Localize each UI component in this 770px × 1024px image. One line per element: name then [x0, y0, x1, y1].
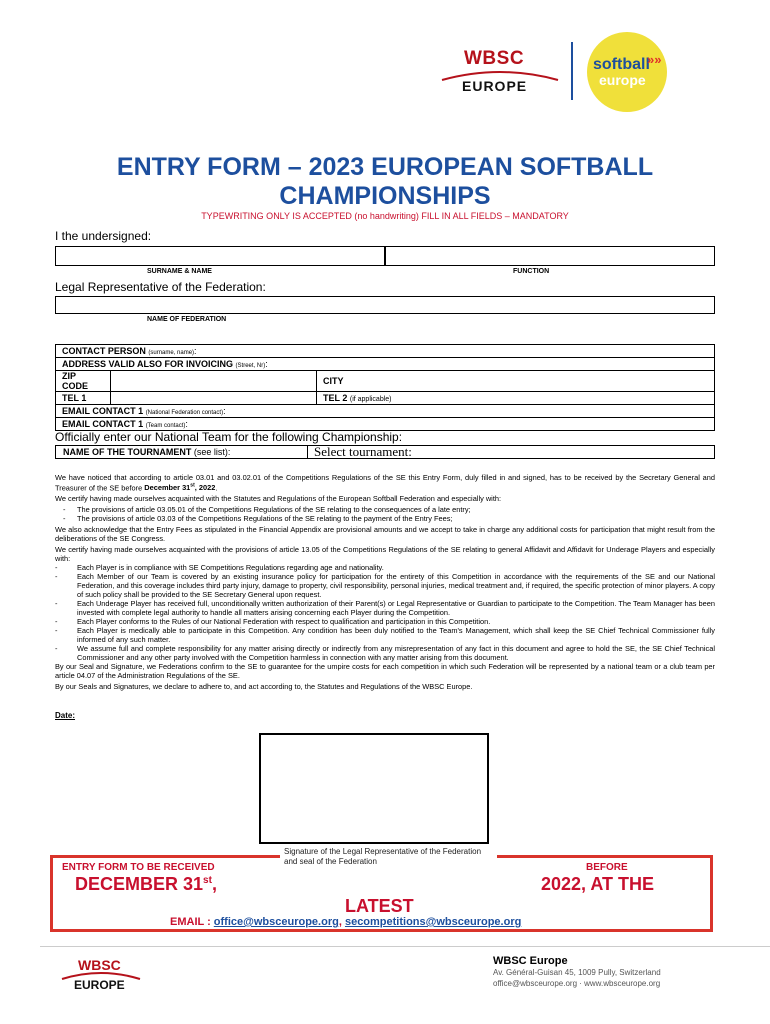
zip-field[interactable] — [111, 371, 317, 392]
softball-logo-mark-icon: »» — [647, 52, 662, 67]
deadline-box-top-right — [497, 855, 713, 858]
email-contact-federation-field[interactable]: EMAIL CONTACT 1 (National Federation contact): — [56, 405, 715, 418]
list-item: - Each Player is in compliance with SE Competitions Regulations regarding age and nationality. — [55, 563, 715, 572]
list-item: - The provisions of article 03.03 of the Competitions Regulations of the SE relating to the payment of the Entry Fees; — [55, 514, 715, 523]
footer-org-name: WBSC Europe — [493, 955, 568, 967]
tournament-intro: Officially enter our National Team for the following Championship: — [55, 430, 403, 444]
footer-logo-europe-text: EUROPE — [74, 978, 125, 992]
tel1-field[interactable] — [111, 392, 317, 405]
footer-logo-text: WBSC — [78, 957, 121, 973]
table-row — [56, 358, 715, 371]
tournament-label: NAME OF THE TOURNAMENT (see list): — [56, 446, 308, 458]
list-item: - Each Player conforms to the Rules of our National Federation with respect to qualification and participation in this Competition. — [55, 617, 715, 626]
paragraph: By our Seal and Signature, we Federations confirm to the SE to guarantee for the umpire costs for each competition in which such Federation will be represented by a national team or a club team per article 04.07 of the Administration Regulations of the SE. — [55, 662, 715, 681]
page-title-line2: CHAMPIONSHIPS — [279, 182, 491, 210]
date-label: Date: — [55, 711, 76, 720]
table-row — [56, 345, 715, 358]
table-row — [56, 392, 715, 405]
europe-softball-logo-text: europe — [599, 72, 646, 88]
footer-divider — [40, 946, 770, 947]
list-item: - Each Member of our Team is covered by an existing insurance policy for participation for the entirety of this Competition in accordance with the requirements of the SE and our National Federation, and this coverage includes third party injury, damage to property, civil responsibility, personal injuries, medical treatment and, if required, the specific protection of minor players. A copy of such policy shall be provided to the SE Secretary General upon request. — [55, 572, 715, 599]
city-field[interactable]: CITY — [317, 371, 715, 392]
received-text: ENTRY FORM TO BE RECEIVED — [62, 862, 215, 873]
federation-caption: NAME OF FEDERATION — [147, 316, 227, 323]
wbsc-logo-text: WBSC — [464, 48, 525, 69]
list-item: - We assume full and complete responsibility for any matter arising directly or indirectly from any misrepresentation of any fact in this document and agree to hold the SE, the SE Chief Technical Commissioner and any other party involved with the Competition harmless in connection with any matter arising from this document. — [55, 644, 715, 662]
signature-box[interactable] — [259, 733, 489, 844]
wbsc-europe-logo — [440, 48, 560, 98]
tournament-row — [55, 445, 715, 459]
logo-divider — [571, 42, 573, 100]
footer-street: Av. Général-Guisan 45, 1009 Pully, Switzerland — [493, 968, 661, 977]
before-text: BEFORE — [586, 862, 628, 873]
footer-contact: office@wbsceurope.org · www.wbsceurope.org — [493, 979, 661, 988]
signature-caption: Signature of the Legal Representative of the Federation and seal of the Federation — [284, 847, 482, 866]
page-title-line1: ENTRY FORM – 2023 EUROPEAN SOFTBALL — [116, 153, 654, 181]
paragraph: We certify having made ourselves acquainted with the Statutes and Regulations of the European Softball Federation and especially with: — [55, 494, 502, 504]
federation-label: Legal Representative of the Federation: — [55, 280, 266, 294]
competitions-email-link[interactable]: secompetitions@wbsceurope.org — [344, 916, 522, 928]
undersigned-label: I the undersigned: — [55, 229, 152, 243]
table-row — [56, 418, 715, 431]
typewriting-notice: TYPEWRITING ONLY IS ACCEPTED (no handwriting) FILL IN ALL FIELDS – MANDATORY — [201, 211, 569, 221]
deadline-latest: LATEST — [345, 896, 414, 916]
table-row — [56, 371, 715, 392]
tournament-select[interactable]: Select tournament: — [314, 444, 412, 459]
softball-europe-logo — [587, 32, 667, 112]
paragraph: We also acknowledge that the Entry Fees as stipulated in the Financial Appendix are provisional amounts and we accept to take in charge any additional costs for participation that might result from the deliberations of the SE Congress. — [55, 525, 715, 544]
function-caption: FUNCTION — [513, 268, 550, 275]
paragraph: We certify having made ourselves acquainted with the provisions of article 13.05 of the Competitions Regulations of the SE relating to general Affidavit and Affidavit for Underage Players and especially with: — [55, 545, 715, 564]
deadline-year: 2022, AT THE — [541, 874, 655, 894]
tel1-label: TEL 1 — [56, 392, 111, 405]
europe-logo-text: EUROPE — [462, 78, 528, 94]
list-item: - Each Player is medically able to participate in this Competition. Any condition has been duly notified to the Team's Management, which shall keep the SE Chief Technical Commissioner fully informed of any such matter. — [55, 626, 715, 644]
deadline-box-top-left — [50, 855, 280, 858]
federation-name-field[interactable] — [55, 296, 715, 314]
contact-table — [55, 344, 715, 431]
paragraph: We have noticed that according to article 03.01 and 03.02.01 of the Competitions Regulations of the SE this Entry Form, duly filled in and signed, has to be received by the Secretary General and Treasurer of the SE before December 31st, 2022. — [55, 473, 715, 493]
footer-address — [493, 956, 661, 989]
list-item: - The provisions of article 03.05.01 of the Competitions Regulations of the SE relating to the consequences of a late entry; — [55, 505, 715, 514]
zip-label: ZIP CODE — [56, 371, 111, 392]
tel2-field[interactable]: TEL 2 (if applicable) — [317, 392, 715, 405]
deadline-emails: EMAIL : office@wbsceurope.org, secompetitions@wbsceurope.org — [170, 916, 522, 928]
list-item: - Each Underage Player has received full, unconditionally written authorization of their Parent(s) or Legal Representative or Guardian to participate to the Competition. The Team Manager has been invested with complete legal authority to handle all matters arising concerning each Player during the Competition. — [55, 599, 715, 617]
deadline-date: DECEMBER 31st, — [75, 874, 217, 894]
address-field[interactable]: ADDRESS VALID ALSO FOR INVOICING (Street, Nr): — [56, 358, 715, 371]
email-contact-team-field[interactable]: EMAIL CONTACT 1 (Team contact): — [56, 418, 715, 431]
surname-name-field[interactable] — [55, 246, 385, 266]
declaration-text — [55, 473, 715, 693]
function-field[interactable] — [385, 246, 715, 266]
table-row — [56, 405, 715, 418]
office-email-link[interactable]: office@wbsceurope.org — [213, 916, 339, 928]
softball-logo-text: softball — [593, 56, 650, 73]
paragraph: By our Seals and Signatures, we declare to adhere to, and act according to, the Statutes and Regulations of the WBSC Europe. — [55, 682, 473, 692]
surname-caption: SURNAME & NAME — [147, 268, 212, 275]
contact-person-field[interactable]: CONTACT PERSON (surname, name): — [56, 345, 715, 358]
